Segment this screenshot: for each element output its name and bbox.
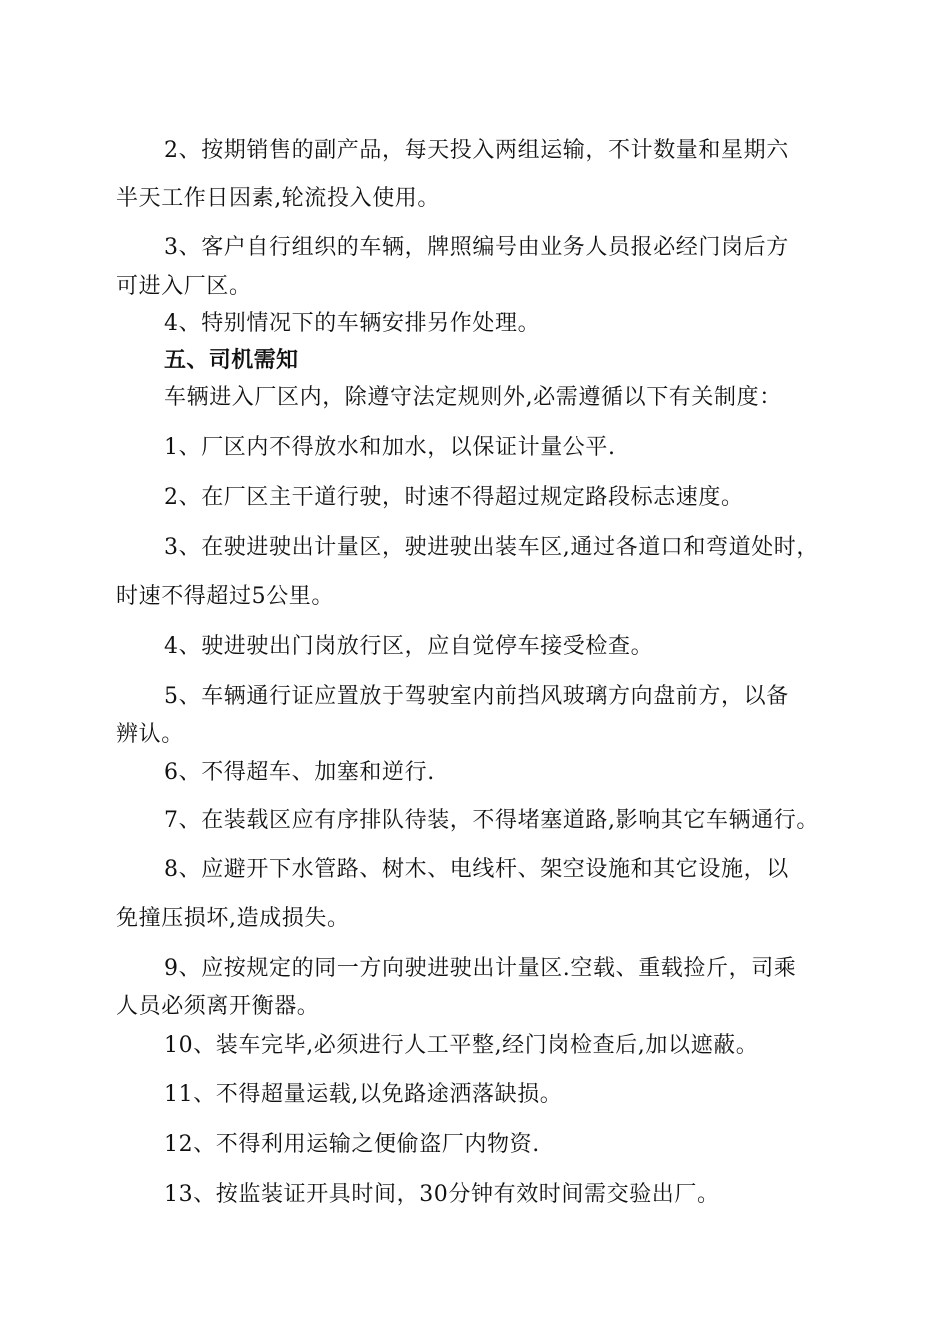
rule-10: 10、装车完毕,必须进行人工平整,经门岗检查后,加以遮蔽。 xyxy=(164,1033,759,1058)
rule-11: 11、不得超量运载,以免路途洒落缺损。 xyxy=(164,1082,563,1107)
rule-3-line-2: 时速不得超过5公里。 xyxy=(116,584,334,609)
rule-13: 13、按监装证开具时间，30分钟有效时间需交验出厂。 xyxy=(164,1182,720,1207)
paragraph-item-2-line-1: 2、按期销售的副产品，每天投入两组运输，不计数量和星期六 xyxy=(164,138,789,163)
rule-9-line-1: 9、应按规定的同一方向驶进驶出计量区.空载、重载捡斤，司乘 xyxy=(164,956,797,981)
rule-3-line-1: 3、在驶进驶出计量区，驶进驶出装车区,通过各道口和弯道处时， xyxy=(164,535,819,560)
section-heading: 五、司机需知 xyxy=(164,348,299,373)
rule-5-line-1: 5、车辆通行证应置放于驾驶室内前挡风玻璃方向盘前方，以备 xyxy=(164,684,789,709)
rule-2: 2、在厂区主干道行驶，时速不得超过规定路段标志速度。 xyxy=(164,485,744,510)
paragraph-item-3-line-2: 可进入厂区。 xyxy=(116,274,252,299)
rule-1: 1、厂区内不得放水和加水，以保证计量公平. xyxy=(164,435,616,460)
rule-8-line-2: 免撞压损坏,造成损失。 xyxy=(116,906,350,931)
rule-4: 4、驶进驶出门岗放行区，应自觉停车接受检查。 xyxy=(164,634,654,659)
paragraph-item-4: 4、特别情况下的车辆安排另作处理。 xyxy=(164,311,541,336)
paragraph-item-2-line-2: 半天工作日因素,轮流投入使用。 xyxy=(116,186,440,211)
rule-9-line-2: 人员必须离开衡器。 xyxy=(116,994,320,1019)
rule-6: 6、不得超车、加塞和逆行. xyxy=(164,760,435,785)
rule-5-line-2: 辨认。 xyxy=(116,722,184,747)
rule-7: 7、在装载区应有序排队待装，不得堵塞道路,影响其它车辆通行。 xyxy=(164,808,819,833)
rule-8-line-1: 8、应避开下水管路、树木、电线杆、架空设施和其它设施，以 xyxy=(164,857,789,882)
rule-12: 12、不得利用运输之便偷盗厂内物资. xyxy=(164,1132,540,1157)
paragraph-item-3-line-1: 3、客户自行组织的车辆，牌照编号由业务人员报必经门岗后方 xyxy=(164,235,789,260)
section-intro: 车辆进入厂区内，除遵守法定规则外,必需遵循以下有关制度： xyxy=(164,385,782,410)
